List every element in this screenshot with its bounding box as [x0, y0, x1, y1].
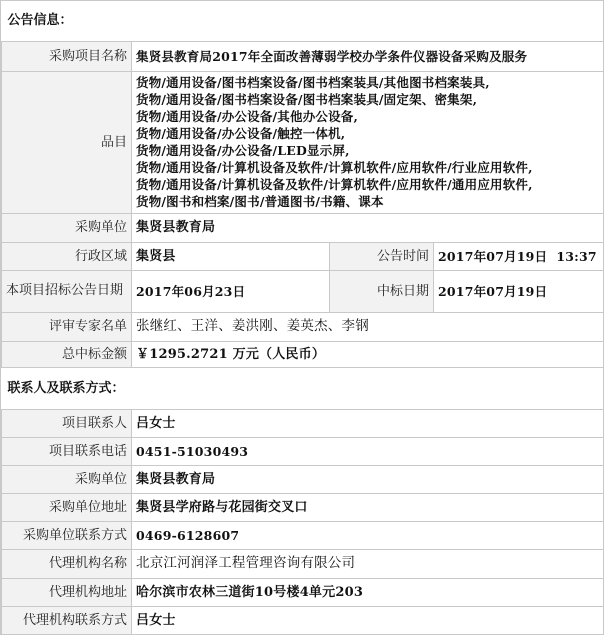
row-experts [2, 312, 604, 341]
value-announce-time: 2017年07月19日 13:37 [434, 242, 604, 270]
row-items [2, 71, 604, 213]
row-phone [2, 437, 604, 465]
row-region [2, 242, 604, 270]
section-header-row [2, 367, 604, 409]
row-tender-date [2, 270, 604, 312]
label-purchaser: 采购单位 [2, 213, 132, 242]
value-agency-name: 北京江河润泽工程管理咨询有限公司 [132, 549, 604, 578]
section-title-announcement: 公告信息： [2, 1, 604, 41]
value-contact: 吕女士 [132, 409, 604, 437]
label-contact: 项目联系人 [2, 409, 132, 437]
item-line: 货物/通用设备/计算机设备及软件/计算机软件/应用软件/通用应用软件, [136, 177, 533, 192]
value-phone: 0451-51030493 [132, 437, 604, 465]
row-agency-address [2, 578, 604, 606]
label-purchaser-2: 采购单位 [2, 465, 132, 493]
value-amount: ￥1295.2721 万元（人民币） [132, 341, 604, 367]
label-tender-date: 本项目招标公告日期 [2, 270, 132, 312]
row-project-name [2, 41, 604, 71]
item-line: 货物/通用设备/图书档案设备/图书档案装具/固定架、密集架, [136, 92, 478, 107]
value-purchaser-address: 集贤县学府路与花园街交叉口 [132, 493, 604, 521]
value-project-name: 集贤县教育局2017年全面改善薄弱学校办学条件仪器设备采购及服务 [132, 41, 604, 71]
value-tender-date: 2017年06月23日 [132, 270, 330, 312]
item-line: 货物/通用设备/计算机设备及软件/计算机软件/应用软件/行业应用软件, [136, 160, 533, 175]
value-region: 集贤县 [132, 242, 330, 270]
value-purchaser-2: 集贤县教育局 [132, 465, 604, 493]
label-agency-contact: 代理机构联系方式 [2, 606, 132, 634]
label-award-date: 中标日期 [330, 270, 434, 312]
item-line: 货物/通用设备/图书档案设备/图书档案装具/其他图书档案装具, [136, 75, 490, 90]
label-agency-name: 代理机构名称 [2, 549, 132, 578]
section-header-row [2, 1, 604, 41]
item-line: 货物/通用设备/办公设备/触控一体机, [136, 126, 346, 141]
label-announce-time: 公告时间 [330, 242, 434, 270]
label-phone: 项目联系电话 [2, 437, 132, 465]
label-purchaser-address: 采购单位地址 [2, 493, 132, 521]
value-experts: 张继红、王洋、姜洪刚、姜英杰、李钢 [132, 312, 604, 341]
label-project-name: 采购项目名称 [2, 41, 132, 71]
row-purchaser-contact [2, 521, 604, 549]
value-purchaser: 集贤县教育局 [132, 213, 604, 242]
row-purchaser-2 [2, 465, 604, 493]
label-purchaser-contact: 采购单位联系方式 [2, 521, 132, 549]
item-line: 货物/图书和档案/图书/普通图书/书籍、课本 [136, 194, 384, 209]
value-purchaser-contact: 0469-6128607 [132, 521, 604, 549]
row-agency-contact [2, 606, 604, 634]
section-title-contacts: 联系人及联系方式： [2, 367, 604, 409]
row-purchaser-address [2, 493, 604, 521]
label-agency-address: 代理机构地址 [2, 578, 132, 606]
row-purchaser [2, 213, 604, 242]
label-experts: 评审专家名单 [2, 312, 132, 341]
label-region: 行政区域 [2, 242, 132, 270]
value-award-date: 2017年07月19日 [434, 270, 604, 312]
item-line: 货物/通用设备/办公设备/其他办公设备, [136, 109, 359, 124]
label-items: 品目 [2, 71, 132, 213]
value-items [132, 71, 604, 213]
item-line: 货物/通用设备/办公设备/LED显示屏, [136, 143, 350, 158]
announcement-table [1, 1, 604, 635]
row-contact [2, 409, 604, 437]
value-agency-contact: 吕女士 [132, 606, 604, 634]
label-amount: 总中标金额 [2, 341, 132, 367]
row-amount [2, 341, 604, 367]
row-agency-name [2, 549, 604, 578]
value-agency-address: 哈尔滨市农林三道街10号楼4单元203 [132, 578, 604, 606]
